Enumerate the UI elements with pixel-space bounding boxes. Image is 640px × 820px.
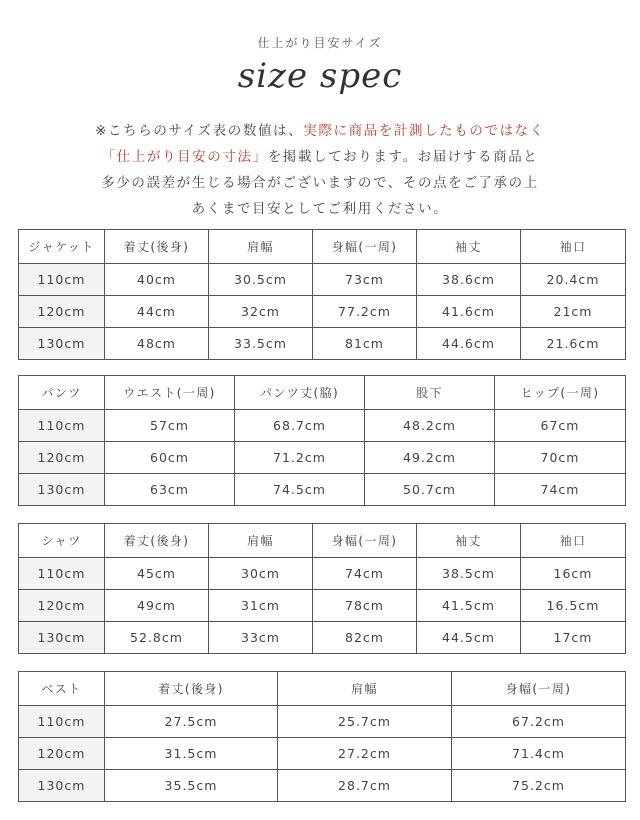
table-cell: 25.7cm (278, 706, 452, 738)
size-label-cell: 120cm (19, 738, 105, 770)
table-cell: 41.5cm (417, 590, 521, 622)
table-cell: 40cm (105, 264, 209, 296)
notice-highlight: 「仕上がり目安の寸法」 (101, 149, 268, 165)
table-row (19, 622, 626, 654)
table-cell: 44cm (105, 296, 209, 328)
table-cell: 57cm (105, 410, 235, 442)
table-header-row (19, 672, 626, 706)
table-header-cell: 肩幅 (278, 672, 452, 706)
table-cell: 77.2cm (313, 296, 417, 328)
pants-size-table (18, 375, 626, 506)
notice-text: あくまで目安としてご利用ください。 (191, 201, 449, 217)
table-header-row (19, 376, 626, 410)
table-header-cell: 身幅(一周) (313, 524, 417, 558)
table-cell: 71.4cm (452, 738, 626, 770)
table-cell: 38.6cm (417, 264, 521, 296)
table-cell: 73cm (313, 264, 417, 296)
size-label-cell: 130cm (19, 474, 105, 506)
table-row (19, 442, 626, 474)
table-header-cell: 袖丈 (417, 230, 521, 264)
table-row (19, 738, 626, 770)
jacket-size-table (18, 229, 626, 360)
shirt-size-table (18, 523, 626, 654)
table-header-cell: ベスト (19, 672, 105, 706)
table-row (19, 410, 626, 442)
size-label-cell: 110cm (19, 410, 105, 442)
size-label-cell: 130cm (19, 622, 105, 654)
table-cell: 74.5cm (235, 474, 365, 506)
table-header-cell: 袖口 (521, 230, 626, 264)
table-cell: 32cm (209, 296, 313, 328)
size-label-cell: 110cm (19, 558, 105, 590)
table-cell: 67cm (495, 410, 626, 442)
size-label-cell: 120cm (19, 442, 105, 474)
table-row (19, 474, 626, 506)
table-row (19, 264, 626, 296)
page-heading-jp: 仕上がり目安サイズ (257, 36, 383, 50)
table-header-cell: 着丈(後身) (105, 230, 209, 264)
table-cell: 38.5cm (417, 558, 521, 590)
table-cell: 49.2cm (365, 442, 495, 474)
table-cell: 71.2cm (235, 442, 365, 474)
table-cell: 16cm (521, 558, 626, 590)
size-label-cell: 110cm (19, 706, 105, 738)
table-cell: 48.2cm (365, 410, 495, 442)
table-cell: 50.7cm (365, 474, 495, 506)
table-header-cell: シャツ (19, 524, 105, 558)
table-header-cell: ヒップ(一周) (495, 376, 626, 410)
table-cell: 78cm (313, 590, 417, 622)
table-row (19, 558, 626, 590)
table-cell: 75.2cm (452, 770, 626, 802)
table-cell: 60cm (105, 442, 235, 474)
table-cell: 41.6cm (417, 296, 521, 328)
table-header-row (19, 230, 626, 264)
notice-text: ※こちらのサイズ表の数値は、 (95, 123, 304, 139)
table-cell: 31.5cm (105, 738, 278, 770)
size-label-cell: 130cm (19, 328, 105, 360)
table-cell: 21.6cm (521, 328, 626, 360)
table-header-cell: ウエスト(一周) (105, 376, 235, 410)
notice-text: 多少の誤差が生じる場合がございますので、その点をご了承の上 (101, 175, 539, 191)
table-cell: 20.4cm (521, 264, 626, 296)
size-label-cell: 110cm (19, 264, 105, 296)
table-cell: 67.2cm (452, 706, 626, 738)
table-row (19, 590, 626, 622)
page-heading-script: size spec (237, 56, 403, 96)
table-header-row (19, 524, 626, 558)
table-cell: 33cm (209, 622, 313, 654)
table-header-cell: 股下 (365, 376, 495, 410)
size-label-cell: 130cm (19, 770, 105, 802)
table-cell: 35.5cm (105, 770, 278, 802)
table-header-cell: 着丈(後身) (105, 672, 278, 706)
table-header-cell: 身幅(一周) (452, 672, 626, 706)
table-cell: 16.5cm (521, 590, 626, 622)
size-notice (20, 118, 620, 222)
table-cell: 52.8cm (105, 622, 209, 654)
table-header-cell: 肩幅 (209, 524, 313, 558)
table-cell: 31cm (209, 590, 313, 622)
table-row (19, 328, 626, 360)
table-cell: 48cm (105, 328, 209, 360)
table-cell: 44.5cm (417, 622, 521, 654)
table-cell: 74cm (313, 558, 417, 590)
notice-text: を掲載しております。お届けする商品と (267, 149, 539, 165)
table-header-cell: 肩幅 (209, 230, 313, 264)
table-header-cell: パンツ (19, 376, 105, 410)
table-cell: 44.6cm (417, 328, 521, 360)
table-cell: 17cm (521, 622, 626, 654)
table-cell: 49cm (105, 590, 209, 622)
table-row (19, 296, 626, 328)
table-cell: 45cm (105, 558, 209, 590)
table-header-cell: 着丈(後身) (105, 524, 209, 558)
vest-size-table (18, 671, 626, 802)
table-header-cell: 身幅(一周) (313, 230, 417, 264)
table-cell: 21cm (521, 296, 626, 328)
table-cell: 82cm (313, 622, 417, 654)
notice-highlight: 実際に商品を計測したものではなく (303, 123, 545, 139)
table-header-cell: ジャケット (19, 230, 105, 264)
table-row (19, 706, 626, 738)
table-row (19, 770, 626, 802)
table-header-cell: パンツ丈(脇) (235, 376, 365, 410)
table-cell: 27.2cm (278, 738, 452, 770)
table-cell: 70cm (495, 442, 626, 474)
table-cell: 68.7cm (235, 410, 365, 442)
size-label-cell: 120cm (19, 590, 105, 622)
table-header-cell: 袖丈 (417, 524, 521, 558)
table-cell: 30cm (209, 558, 313, 590)
table-header-cell: 袖口 (521, 524, 626, 558)
table-cell: 28.7cm (278, 770, 452, 802)
table-cell: 74cm (495, 474, 626, 506)
table-cell: 27.5cm (105, 706, 278, 738)
size-label-cell: 120cm (19, 296, 105, 328)
table-cell: 63cm (105, 474, 235, 506)
table-cell: 81cm (313, 328, 417, 360)
table-cell: 33.5cm (209, 328, 313, 360)
table-cell: 30.5cm (209, 264, 313, 296)
